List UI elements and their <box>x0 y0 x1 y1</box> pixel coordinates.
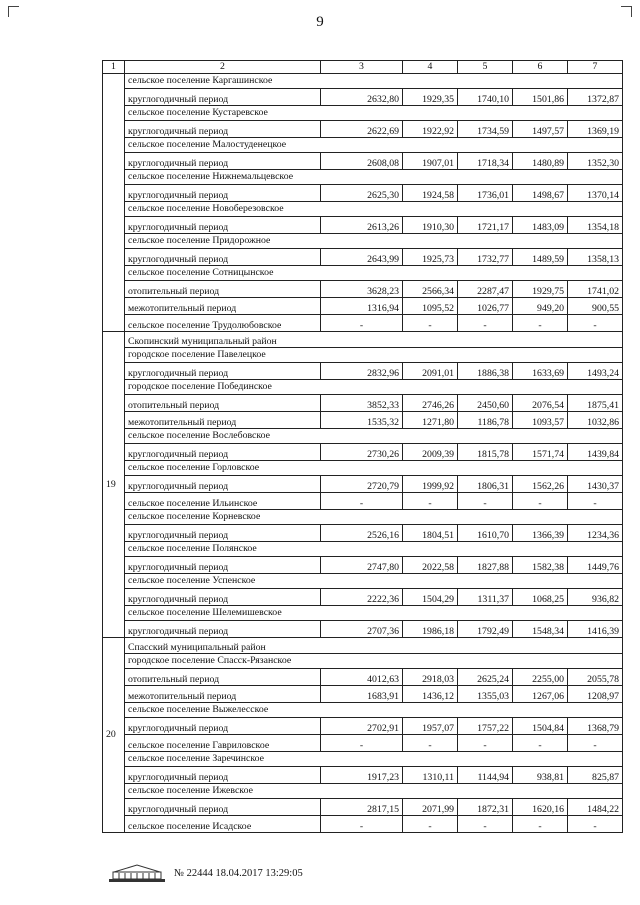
settlement-name: сельское поселение Нижнемальцевское <box>125 170 623 185</box>
settlement-row <box>103 348 623 363</box>
value-cell: 2076,54 <box>513 395 568 412</box>
period-label: круглогодичный период <box>125 799 321 816</box>
value-cell: 1732,77 <box>458 249 513 266</box>
settlement-row <box>103 138 623 153</box>
value-cell: - <box>568 315 623 332</box>
settlement-row <box>103 752 623 767</box>
period-label: круглогодичный период <box>125 185 321 202</box>
value-cell: 1910,30 <box>403 217 458 234</box>
settlement-row <box>103 510 623 525</box>
period-label: отопительный период <box>125 669 321 686</box>
settlement-name: сельское поселение Успенское <box>125 574 623 589</box>
settlement-row <box>103 170 623 185</box>
table-row <box>103 621 623 638</box>
value-cell: 1358,13 <box>568 249 623 266</box>
value-cell: 1501,86 <box>513 89 568 106</box>
settlement-name: сельское поселение Кустаревское <box>125 106 623 121</box>
settlement-name: сельское поселение Малостуденецкое <box>125 138 623 153</box>
value-cell: - <box>513 816 568 833</box>
document-number-timestamp: № 22444 18.04.2017 13:29:05 <box>174 868 303 879</box>
table-row <box>103 395 623 412</box>
value-cell: - <box>568 735 623 752</box>
value-cell: 1875,41 <box>568 395 623 412</box>
building-logo-icon <box>104 862 170 884</box>
period-label: круглогодичный период <box>125 589 321 606</box>
value-cell: - <box>513 493 568 510</box>
period-label: круглогодичный период <box>125 718 321 735</box>
settlement-name: сельское поселение Сотницынское <box>125 266 623 281</box>
value-cell: 1068,25 <box>513 589 568 606</box>
column-header: 6 <box>513 61 568 74</box>
settlement-name: сельское поселение Заречинское <box>125 752 623 767</box>
value-cell: 2526,16 <box>321 525 403 542</box>
column-header: 2 <box>125 61 321 74</box>
settlement-row <box>103 380 623 395</box>
value-cell: 1271,80 <box>403 412 458 429</box>
period-label: круглогодичный период <box>125 153 321 170</box>
district-name: Спасский муниципальный район <box>125 638 623 654</box>
period-label: сельское поселение Исадское <box>125 816 321 833</box>
column-header: 1 <box>103 61 125 74</box>
value-cell: 1310,11 <box>403 767 458 784</box>
value-cell: 1792,49 <box>458 621 513 638</box>
value-cell: 2730,26 <box>321 444 403 461</box>
value-cell: 1806,31 <box>458 476 513 493</box>
settlement-row <box>103 106 623 121</box>
settlement-row <box>103 234 623 249</box>
value-cell: 2022,58 <box>403 557 458 574</box>
value-cell: 2071,99 <box>403 799 458 816</box>
value-cell: 1922,92 <box>403 121 458 138</box>
value-cell: 1633,69 <box>513 363 568 380</box>
footer <box>104 862 464 886</box>
value-cell: 2702,91 <box>321 718 403 735</box>
value-cell: 1924,58 <box>403 185 458 202</box>
value-cell: 1372,87 <box>568 89 623 106</box>
value-cell: 1957,07 <box>403 718 458 735</box>
value-cell: 2747,80 <box>321 557 403 574</box>
value-cell: 1741,02 <box>568 281 623 298</box>
table-row <box>103 557 623 574</box>
value-cell: 1366,39 <box>513 525 568 542</box>
value-cell: - <box>321 315 403 332</box>
value-cell: 1032,86 <box>568 412 623 429</box>
value-cell: 1369,19 <box>568 121 623 138</box>
value-cell: 2817,15 <box>321 799 403 816</box>
value-cell: 1504,29 <box>403 589 458 606</box>
value-cell: 1370,14 <box>568 185 623 202</box>
value-cell: - <box>458 315 513 332</box>
value-cell: 825,87 <box>568 767 623 784</box>
value-cell: 1416,39 <box>568 621 623 638</box>
column-header: 4 <box>403 61 458 74</box>
value-cell: 1208,97 <box>568 686 623 703</box>
value-cell: 1504,84 <box>513 718 568 735</box>
value-cell: 1368,79 <box>568 718 623 735</box>
value-cell: 1316,94 <box>321 298 403 315</box>
settlement-row <box>103 202 623 217</box>
value-cell: 1721,17 <box>458 217 513 234</box>
value-cell: 1929,75 <box>513 281 568 298</box>
value-cell: 2625,30 <box>321 185 403 202</box>
value-cell: 3852,33 <box>321 395 403 412</box>
value-cell: 2608,08 <box>321 153 403 170</box>
value-cell: 2613,26 <box>321 217 403 234</box>
value-cell: - <box>403 735 458 752</box>
value-cell: 1718,34 <box>458 153 513 170</box>
value-cell: - <box>458 816 513 833</box>
value-cell: 1439,84 <box>568 444 623 461</box>
table-row <box>103 249 623 266</box>
settlement-row <box>103 266 623 281</box>
period-label: сельское поселение Гавриловское <box>125 735 321 752</box>
value-cell: - <box>403 315 458 332</box>
value-cell: 2622,69 <box>321 121 403 138</box>
table-row <box>103 185 623 202</box>
period-label: межотопительный период <box>125 686 321 703</box>
column-header: 3 <box>321 61 403 74</box>
settlement-row <box>103 606 623 621</box>
table-row <box>103 363 623 380</box>
table-row <box>103 493 623 510</box>
period-label: отопительный период <box>125 395 321 412</box>
value-cell: 3628,23 <box>321 281 403 298</box>
value-cell: 2632,80 <box>321 89 403 106</box>
value-cell: 1093,57 <box>513 412 568 429</box>
value-cell: 1683,91 <box>321 686 403 703</box>
row-index-cell: 20 <box>103 638 125 833</box>
table-row <box>103 669 623 686</box>
period-label: круглогодичный период <box>125 476 321 493</box>
value-cell: 1480,89 <box>513 153 568 170</box>
value-cell: 1352,30 <box>568 153 623 170</box>
settlement-row <box>103 461 623 476</box>
period-label: круглогодичный период <box>125 621 321 638</box>
value-cell: 1095,52 <box>403 298 458 315</box>
settlement-name: городское поселение Побединское <box>125 380 623 395</box>
period-label: круглогодичный период <box>125 89 321 106</box>
value-cell: 2643,99 <box>321 249 403 266</box>
period-label: сельское поселение Ильинское <box>125 493 321 510</box>
period-label: круглогодичный период <box>125 121 321 138</box>
settlement-name: сельское поселение Выжелесское <box>125 703 623 718</box>
value-cell: 1484,22 <box>568 799 623 816</box>
value-cell: 938,81 <box>513 767 568 784</box>
value-cell: 1740,10 <box>458 89 513 106</box>
page-number: 9 <box>316 14 324 30</box>
column-header: 5 <box>458 61 513 74</box>
value-cell: 1562,26 <box>513 476 568 493</box>
value-cell: 1734,59 <box>458 121 513 138</box>
table-row <box>103 767 623 784</box>
value-cell: 1757,22 <box>458 718 513 735</box>
value-cell: 1354,18 <box>568 217 623 234</box>
value-cell: 900,55 <box>568 298 623 315</box>
settlement-row <box>103 429 623 444</box>
value-cell: - <box>321 816 403 833</box>
value-cell: 1430,37 <box>568 476 623 493</box>
value-cell: 2009,39 <box>403 444 458 461</box>
value-cell: - <box>458 493 513 510</box>
table-row <box>103 589 623 606</box>
table-row <box>103 121 623 138</box>
settlement-name: сельское поселение Придорожное <box>125 234 623 249</box>
value-cell: 1489,59 <box>513 249 568 266</box>
settlement-name: сельское поселение Полянское <box>125 542 623 557</box>
value-cell: 1925,73 <box>403 249 458 266</box>
value-cell: 949,20 <box>513 298 568 315</box>
period-label: круглогодичный период <box>125 767 321 784</box>
table-row <box>103 476 623 493</box>
value-cell: - <box>513 315 568 332</box>
table-row <box>103 735 623 752</box>
value-cell: 1804,51 <box>403 525 458 542</box>
value-cell: 2746,26 <box>403 395 458 412</box>
value-cell: 1986,18 <box>403 621 458 638</box>
value-cell: 2625,24 <box>458 669 513 686</box>
row-index-cell <box>103 74 125 332</box>
table-row <box>103 298 623 315</box>
value-cell: 1610,70 <box>458 525 513 542</box>
row-index-cell: 19 <box>103 332 125 638</box>
period-label: круглогодичный период <box>125 444 321 461</box>
period-label: отопительный период <box>125 281 321 298</box>
tariff-table <box>102 60 623 833</box>
value-cell: - <box>321 735 403 752</box>
column-header: 7 <box>568 61 623 74</box>
value-cell: 2287,47 <box>458 281 513 298</box>
value-cell: 2055,78 <box>568 669 623 686</box>
settlement-name: сельское поселение Каргашинское <box>125 74 623 89</box>
period-label: круглогодичный период <box>125 217 321 234</box>
value-cell: - <box>568 493 623 510</box>
value-cell: 2720,79 <box>321 476 403 493</box>
value-cell: 1907,01 <box>403 153 458 170</box>
settlement-row <box>103 74 623 89</box>
value-cell: 1355,03 <box>458 686 513 703</box>
tariff-table-body <box>103 61 623 833</box>
value-cell: 1186,78 <box>458 412 513 429</box>
settlement-row <box>103 542 623 557</box>
value-cell: 1535,32 <box>321 412 403 429</box>
period-label: круглогодичный период <box>125 249 321 266</box>
period-label: межотопительный период <box>125 412 321 429</box>
value-cell: 1548,34 <box>513 621 568 638</box>
district-name: Скопинский муниципальный район <box>125 332 623 348</box>
period-label: круглогодичный период <box>125 525 321 542</box>
period-label: межотопительный период <box>125 298 321 315</box>
value-cell: 1498,67 <box>513 185 568 202</box>
value-cell: 1483,09 <box>513 217 568 234</box>
period-label: круглогодичный период <box>125 557 321 574</box>
value-cell: 1571,74 <box>513 444 568 461</box>
value-cell: 2918,03 <box>403 669 458 686</box>
period-label: круглогодичный период <box>125 363 321 380</box>
value-cell: 1736,01 <box>458 185 513 202</box>
value-cell: 2832,96 <box>321 363 403 380</box>
value-cell: 1827,88 <box>458 557 513 574</box>
table-row <box>103 816 623 833</box>
settlement-name: сельское поселение Вослебовское <box>125 429 623 444</box>
table-row <box>103 444 623 461</box>
settlement-row <box>103 784 623 799</box>
settlement-name: сельское поселение Ижевское <box>125 784 623 799</box>
settlement-row <box>103 574 623 589</box>
settlement-name: городское поселение Спасск-Рязанское <box>125 654 623 669</box>
value-cell: 2566,34 <box>403 281 458 298</box>
settlement-name: сельское поселение Горловское <box>125 461 623 476</box>
value-cell: - <box>321 493 403 510</box>
settlement-row <box>103 654 623 669</box>
table-row <box>103 412 623 429</box>
value-cell: 1436,12 <box>403 686 458 703</box>
value-cell: - <box>403 816 458 833</box>
district-row <box>103 332 623 348</box>
table-row <box>103 89 623 106</box>
settlement-name: городское поселение Павелецкое <box>125 348 623 363</box>
value-cell: 1872,31 <box>458 799 513 816</box>
value-cell: - <box>568 816 623 833</box>
value-cell: 1493,24 <box>568 363 623 380</box>
table-row <box>103 799 623 816</box>
value-cell: 1497,57 <box>513 121 568 138</box>
value-cell: 1917,23 <box>321 767 403 784</box>
value-cell: 2707,36 <box>321 621 403 638</box>
value-cell: - <box>403 493 458 510</box>
value-cell: 1582,38 <box>513 557 568 574</box>
value-cell: 1234,36 <box>568 525 623 542</box>
value-cell: 2450,60 <box>458 395 513 412</box>
value-cell: 1886,38 <box>458 363 513 380</box>
value-cell: 1026,77 <box>458 298 513 315</box>
table-row <box>103 153 623 170</box>
settlement-name: сельское поселение Корневское <box>125 510 623 525</box>
value-cell: 936,82 <box>568 589 623 606</box>
value-cell: 1620,16 <box>513 799 568 816</box>
table-row <box>103 718 623 735</box>
table-row <box>103 217 623 234</box>
value-cell: 1815,78 <box>458 444 513 461</box>
value-cell: - <box>513 735 568 752</box>
value-cell: 2222,36 <box>321 589 403 606</box>
value-cell: 2091,01 <box>403 363 458 380</box>
settlement-row <box>103 703 623 718</box>
value-cell: 1267,06 <box>513 686 568 703</box>
table-row <box>103 281 623 298</box>
table-header-row <box>103 61 623 74</box>
table-row <box>103 315 623 332</box>
table-row <box>103 525 623 542</box>
table-row <box>103 686 623 703</box>
period-label: сельское поселение Трудолюбовское <box>125 315 321 332</box>
value-cell: 1144,94 <box>458 767 513 784</box>
district-row <box>103 638 623 654</box>
value-cell: 1311,37 <box>458 589 513 606</box>
settlement-name: сельское поселение Новоберезовское <box>125 202 623 217</box>
value-cell: 1449,76 <box>568 557 623 574</box>
settlement-name: сельское поселение Шелемишевское <box>125 606 623 621</box>
value-cell: 1999,92 <box>403 476 458 493</box>
value-cell: - <box>458 735 513 752</box>
value-cell: 2255,00 <box>513 669 568 686</box>
value-cell: 1929,35 <box>403 89 458 106</box>
value-cell: 4012,63 <box>321 669 403 686</box>
